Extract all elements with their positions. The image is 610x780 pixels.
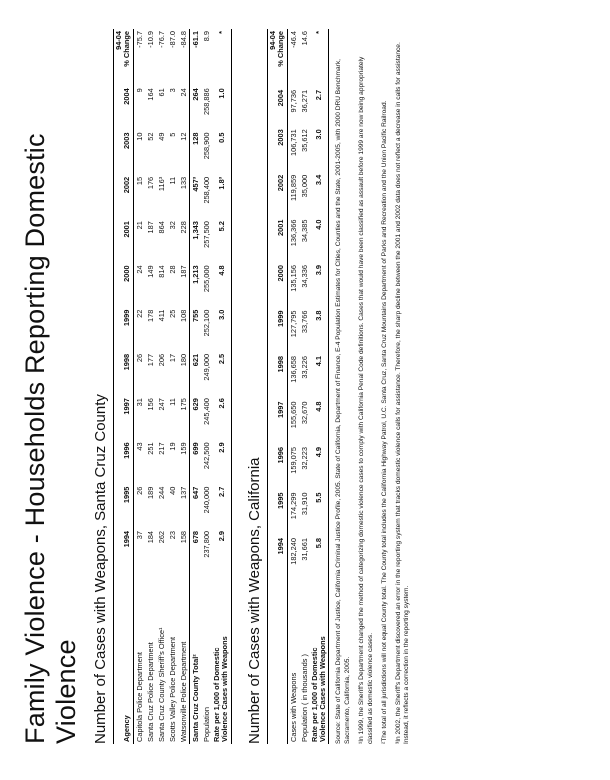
table-cell: 15 xyxy=(135,176,145,186)
column-header: Agency xyxy=(114,573,134,744)
table-cell: 174,299 xyxy=(288,492,298,520)
table-cell: 255,000 xyxy=(202,265,212,293)
county-table-subtitle: Number of Cases with Weapons, Santa Cruz County xyxy=(92,394,109,744)
row-label: Santa Cruz County Total² xyxy=(190,573,202,744)
table-cell: 49 xyxy=(157,132,167,141)
state-table xyxy=(267,29,330,744)
table-cell: 621 xyxy=(190,352,202,396)
table-cell: 23 xyxy=(168,530,178,540)
table-cell: 217 xyxy=(157,442,167,455)
table-cell: 180 xyxy=(179,353,189,367)
table-cell: 245,400 xyxy=(202,398,212,425)
table-cell: 4.1 xyxy=(310,354,329,400)
table-cell: 176 xyxy=(146,176,156,190)
table-cell: 244 xyxy=(157,486,167,500)
table-cell: 4.8 xyxy=(212,263,231,307)
change-header-top: 94-04 xyxy=(114,31,123,50)
source-note: Source: State of California Department of Justice, California Criminal Justice Profile, 2005. State of California, Department of Finance, E-4 Population Estimates for Cities, Counties and the State, 2001-2005, with 2000 DRU Benchmark, Sacramento, California, 2005. xyxy=(335,59,352,744)
column-header: 1994 xyxy=(114,529,134,573)
table-cell: 3 xyxy=(168,88,178,93)
table-row xyxy=(145,29,156,744)
table-cell: 32 xyxy=(168,221,178,230)
table-cell: 247 xyxy=(157,398,167,411)
change-header-top: 94-04 xyxy=(267,31,277,50)
column-header: 1995 xyxy=(114,485,134,529)
page-title: Family Violence - Households Reporting Domestic Violence xyxy=(20,133,81,744)
table-cell: 35,000 xyxy=(299,174,309,198)
change-cell: -46.4 xyxy=(288,31,298,48)
state-table-header xyxy=(267,29,287,744)
state-table-subtitle: Number of Cases with Weapons, California xyxy=(245,457,263,744)
table-cell: 33,766 xyxy=(299,310,309,334)
change-cell: -10.9 xyxy=(146,31,156,48)
table-cell: 3.0 xyxy=(310,127,329,173)
table-cell: 133 xyxy=(179,176,189,190)
column-header: 1999 xyxy=(114,308,134,352)
table-cell: 228 xyxy=(179,221,189,234)
table-cell: 36,271 xyxy=(299,89,309,113)
change-cell: -84.8 xyxy=(179,31,189,48)
table-cell: 3.9 xyxy=(310,263,329,309)
table-row xyxy=(167,29,178,744)
table-cell: 5.8 xyxy=(310,536,329,582)
table-cell: 5.2 xyxy=(212,219,231,263)
row-label-line: Rate per 1,000 of Domestic xyxy=(212,647,222,742)
footnotes xyxy=(335,29,412,744)
row-label-line: Violence Cases with Weapons xyxy=(220,636,230,742)
column-header: 1999 xyxy=(267,309,287,355)
row-label: Scotts Valley Police Department xyxy=(168,636,178,742)
table-cell: 135,156 xyxy=(288,265,298,292)
table-cell: 4.8 xyxy=(310,400,329,446)
table-cell: 189 xyxy=(146,486,156,500)
table-cell: 1.8³ xyxy=(212,175,231,219)
table-cell: 258,886 xyxy=(202,88,212,116)
table-cell: 678 xyxy=(190,529,202,573)
change-header-bottom: % Change xyxy=(275,31,285,67)
table-cell: 257,500 xyxy=(202,221,212,248)
change-header-bottom: % Change xyxy=(122,31,132,67)
row-label: Population xyxy=(202,707,212,742)
table-cell: 32,223 xyxy=(299,447,309,470)
table-cell: 19 xyxy=(168,442,178,451)
table-cell: 31 xyxy=(135,398,145,407)
table-cell: 33,226 xyxy=(299,356,309,379)
table-cell: 3.0 xyxy=(212,308,231,352)
table-cell: 136,366 xyxy=(288,219,298,247)
table-cell: 10 xyxy=(135,132,145,141)
table-cell: 629 xyxy=(190,396,202,440)
table-cell: 1.0 xyxy=(212,86,231,130)
table-cell: 258,900 xyxy=(202,132,212,160)
table-cell: 237,800 xyxy=(202,530,212,558)
table-cell: 264 xyxy=(190,86,202,130)
column-header xyxy=(267,582,287,745)
table-cell: 97,736 xyxy=(288,89,298,113)
table-cell: 1,213 xyxy=(190,263,202,307)
column-header: 2002 xyxy=(267,173,287,218)
change-cell: -87.0 xyxy=(168,31,178,48)
table-cell: 11 xyxy=(168,176,178,185)
table-cell: 4.9 xyxy=(310,445,329,491)
document-page xyxy=(20,29,417,744)
column-header: 1997 xyxy=(114,396,134,440)
row-label-line: Rate per 1,000 of Domestic xyxy=(309,647,319,742)
footnote-1: ¹In 1999, the Sheriff's Department changed the method of categorizing domestic violence cases to comply with California Penal Code definitions. Cases that would have been classified as assault before 1999 are now being appropriately classified as domestic violence cases. xyxy=(357,56,374,744)
footnote-2: ²The total of all jurisdictions will not equal County total. The County total includes the California Highway Patrol, U.C. Santa Cruz, Santa Cruz Mountains Department of Parks and Recreation and the Union Pacific Railroad. xyxy=(380,100,388,744)
table-cell: 1,343 xyxy=(190,219,202,263)
table-cell: 149 xyxy=(146,265,156,278)
table-cell: 136,658 xyxy=(288,356,298,383)
table-cell: 647 xyxy=(190,485,202,529)
change-cell: -75.7 xyxy=(135,31,145,48)
table-row xyxy=(178,29,190,744)
table-cell: 128 xyxy=(190,131,202,175)
row-label-line: Violence Cases with Weapons xyxy=(317,636,327,742)
table-cell: 31,661 xyxy=(299,538,309,561)
table-cell: 0.5 xyxy=(212,131,231,175)
row-label: Population ( in thousands ) xyxy=(299,654,309,742)
column-header: 1997 xyxy=(267,400,287,446)
table-cell: 258,400 xyxy=(202,176,212,204)
change-column-header xyxy=(267,29,287,88)
table-cell: 242,500 xyxy=(202,442,212,470)
table-row xyxy=(156,29,167,744)
change-cell: * xyxy=(212,29,231,86)
table-row xyxy=(134,29,146,744)
column-header: 1998 xyxy=(114,352,134,396)
table-cell: 24 xyxy=(135,265,145,274)
table-cell: 106,731 xyxy=(288,129,298,157)
column-header: 2003 xyxy=(114,131,134,175)
table-cell: 864 xyxy=(157,221,167,234)
table-cell: 26 xyxy=(135,486,145,495)
county-table-header xyxy=(114,29,134,744)
table-cell: 34,385 xyxy=(299,219,309,243)
table-cell: 17 xyxy=(168,353,178,363)
table-cell: 35,612 xyxy=(299,129,309,152)
row-label xyxy=(310,582,329,745)
table-cell: 2.9 xyxy=(212,529,231,573)
change-cell: 14.6 xyxy=(299,31,309,46)
table-cell: 11 xyxy=(168,398,178,406)
table-cell: 187 xyxy=(179,265,189,278)
column-header: 1994 xyxy=(267,536,287,582)
table-cell: 5.5 xyxy=(310,491,329,537)
table-cell: 2.6 xyxy=(212,396,231,440)
table-cell: 182,240 xyxy=(288,538,298,565)
table-cell: 155,650 xyxy=(288,401,298,429)
table-cell: 4.0 xyxy=(310,218,329,264)
table-cell: 3.4 xyxy=(310,173,329,218)
table-cell: 34,336 xyxy=(299,265,309,288)
table-cell: 184 xyxy=(146,530,156,544)
table-cell: 9 xyxy=(135,88,145,93)
table-cell: 116³ xyxy=(157,176,167,192)
table-cell: 25 xyxy=(168,309,178,318)
column-header: 2002 xyxy=(114,175,134,219)
table-cell: 2.9 xyxy=(212,440,231,484)
table-cell: 178 xyxy=(146,309,156,322)
table-cell: 240,000 xyxy=(202,486,212,514)
table-cell: 251 xyxy=(146,442,156,455)
county-table-body xyxy=(134,29,231,744)
table-cell: 457³ xyxy=(190,175,202,219)
table-row xyxy=(190,29,202,744)
row-label: Santa Cruz Police Department xyxy=(146,642,156,742)
table-cell: 32,670 xyxy=(299,401,309,425)
table-cell: 2.5 xyxy=(212,352,231,396)
footnote-3: ³In 2002, the Sheriff's Department discovered an error in the reporting system that tracks domestic violence calls for assistance. Therefore, the sharp decline between the 2001 and 2002 data does not reflect a decrease in calls for assistance. Instead, it reflects a correction in the reporting system. xyxy=(394,42,411,744)
table-row xyxy=(299,29,310,744)
table-cell: 411 xyxy=(157,309,167,322)
table-cell: 52 xyxy=(146,132,156,141)
table-cell: 61 xyxy=(157,88,167,97)
column-header: 2000 xyxy=(114,263,134,307)
state-table-body xyxy=(287,29,328,744)
row-label: Capitola Police Department xyxy=(135,652,145,742)
table-cell: 699 xyxy=(190,440,202,484)
change-column-header xyxy=(114,29,134,86)
column-header: 1998 xyxy=(267,354,287,400)
table-cell: 28 xyxy=(168,265,178,274)
column-header: 1995 xyxy=(267,491,287,537)
column-header: 2004 xyxy=(114,86,134,130)
table-cell: 127,795 xyxy=(288,310,298,338)
table-cell: 119,859 xyxy=(288,174,298,201)
table-cell: 206 xyxy=(157,353,167,367)
table-cell: 249,000 xyxy=(202,353,212,381)
table-cell: 2.7 xyxy=(310,88,329,127)
table-cell: 187 xyxy=(146,221,156,234)
table-cell: 252,100 xyxy=(202,309,212,337)
table-cell: 137 xyxy=(179,486,189,500)
table-cell: 22 xyxy=(135,309,145,318)
row-label: Cases with Weapons xyxy=(288,672,298,742)
column-header: 2004 xyxy=(267,88,287,127)
table-cell: 159,075 xyxy=(288,447,298,474)
table-cell: 5 xyxy=(168,132,178,137)
column-header: 2001 xyxy=(114,219,134,263)
row-label: Santa Cruz County Sheriff's Office¹ xyxy=(157,627,167,742)
table-cell: 177 xyxy=(146,353,156,367)
table-cell: 40 xyxy=(168,486,178,495)
table-row xyxy=(287,29,299,744)
row-label xyxy=(212,573,231,744)
change-cell: -76.7 xyxy=(157,31,167,48)
column-header: 1996 xyxy=(114,440,134,484)
table-cell: 2.7 xyxy=(212,485,231,529)
table-cell: 175 xyxy=(179,398,189,411)
column-header: 2003 xyxy=(267,127,287,173)
table-cell: 158 xyxy=(179,530,189,544)
table-cell: 262 xyxy=(157,530,167,544)
table-cell: 12 xyxy=(179,132,189,141)
change-cell: -61.1 xyxy=(190,29,202,86)
column-header: 1996 xyxy=(267,445,287,491)
table-row xyxy=(212,29,231,744)
table-cell: 755 xyxy=(190,308,202,352)
table-cell: 108 xyxy=(179,309,189,322)
column-header: 2000 xyxy=(267,263,287,309)
table-cell: 159 xyxy=(179,442,189,455)
table-cell: 37 xyxy=(135,530,145,540)
change-cell: * xyxy=(310,29,329,88)
table-cell: 3.8 xyxy=(310,309,329,355)
county-table xyxy=(113,29,232,744)
row-label: Watsonville Police Department xyxy=(179,641,189,742)
table-cell: 43 xyxy=(135,442,145,451)
table-cell: 31,910 xyxy=(299,492,309,516)
table-row xyxy=(201,29,212,744)
table-row xyxy=(310,29,329,744)
change-cell: 8.9 xyxy=(202,31,212,42)
column-header: 2001 xyxy=(267,218,287,264)
table-cell: 156 xyxy=(146,398,156,411)
table-cell: 21 xyxy=(135,221,145,230)
table-cell: 814 xyxy=(157,265,167,278)
table-cell: 26 xyxy=(135,353,145,363)
table-cell: 24 xyxy=(179,88,189,97)
table-cell: 164 xyxy=(146,88,156,101)
